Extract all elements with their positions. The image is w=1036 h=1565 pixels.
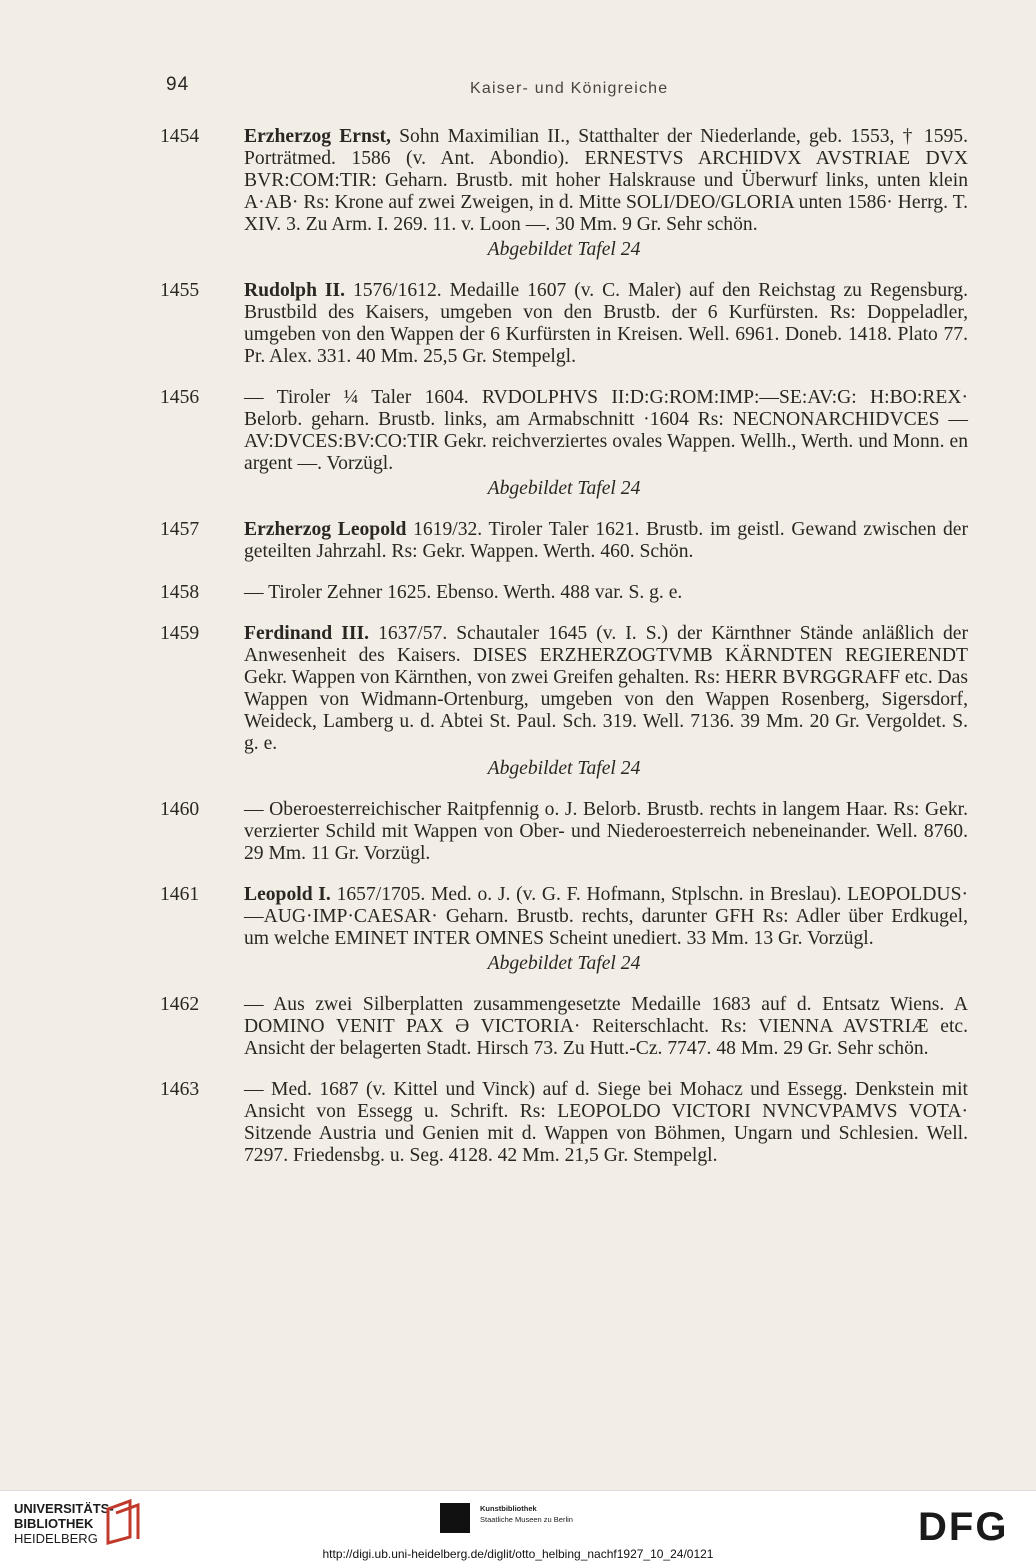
catalog-entry — [160, 280, 968, 368]
entry-number: 1461 — [160, 884, 200, 905]
entry-text: Sohn Maximilian II., Statthalter der Niederlande, geb. 1553, † 1595. Porträtmed. 1586 (v. Ant. Abondio). ERNESTVS ARCHIDVX AVSTRIAE DVX BVR:COM:TIR: Geharn. Brustb. mit hoher Halskrause und Überwurf links, unten klein A·AB· Rs: Krone auf zwei Zweigen, in d. Mitte SOLI/DEO/GLORIA unten 1586· Herrg. T. XIV. 3. Zu Arm. I. 269. 11. v. Loon —. 30 Mm. 9 Gr. Sehr schön. — [244, 126, 968, 235]
entry-plate: Abgebildet Tafel 24 — [487, 478, 641, 499]
entry-number: 1458 — [160, 582, 200, 603]
university-seal-icon — [104, 1499, 142, 1545]
entry-number: 1456 — [160, 387, 200, 408]
catalog-entry — [160, 799, 968, 865]
entry-text: — Tiroler Zehner 1625. Ebenso. Werth. 488 var. S. g. e. — [244, 582, 683, 603]
catalog-entry — [160, 126, 968, 261]
entry-name: Leopold I. — [244, 884, 331, 905]
catalog-entry — [160, 582, 968, 604]
entry-text: — Tiroler ¼ Taler 1604. RVDOLPHVS II:D:G:ROM:IMP:—SE:AV:G: H:BO:REX· Belorb. geharn. Brustb. links, am Armabschnitt ·1604 Rs: NECNONARCHIDVCES — AV:DVCES:BV:CO:TIR Gekr. reichverziertes ovales Wappen. Wellh., Werth. und Monn. en argent —. Vorzügl. — [244, 387, 968, 474]
kb-subtitle: Staatliche Museen zu Berlin — [480, 1515, 573, 1524]
entry-plate: Abgebildet Tafel 24 — [487, 953, 641, 974]
dfg-logo[interactable]: DFG — [918, 1505, 1009, 1549]
entry-number: 1459 — [160, 623, 200, 644]
entry-plate: Abgebildet Tafel 24 — [487, 239, 641, 260]
entry-plate: Abgebildet Tafel 24 — [487, 758, 641, 779]
entries-list — [160, 126, 968, 1186]
catalog-entry — [160, 387, 968, 500]
catalog-entry — [160, 994, 968, 1060]
entry-number: 1463 — [160, 1079, 200, 1100]
running-head: Kaiser- und Königreiche — [470, 80, 669, 97]
entry-text: — Oberoesterreichischer Raitpfennig o. J. Belorb. Brustb. rechts in langem Haar. Rs: Gekr. verzierter Schild mit Wappen von Ober- und Niederoesterreich nebeneinander. Well. 8760. 29 Mm. 11 Gr. Vorzügl. — [244, 799, 968, 864]
catalog-entry — [160, 519, 968, 563]
catalog-entry — [160, 1079, 968, 1167]
kunstbibliothek-icon — [440, 1503, 470, 1533]
entry-text: — Med. 1687 (v. Kittel und Vinck) auf d. Siege bei Mohacz und Essegg. Denkstein mit Ansicht von Essegg u. Schrift. Rs: LEOPOLDO VICTORI NVNCVPAMVS VOTA· Sitzende Austria und Genien mit d. Wappen von Böhmen, Ungarn und Schlesien. Well. 7297. Friedensbg. u. Seg. 4128. 42 Mm. 21,5 Gr. Stempelgl. — [244, 1079, 968, 1166]
page-number: 94 — [166, 74, 190, 95]
entry-number: 1462 — [160, 994, 200, 1015]
kb-title: Kunstbibliothek — [480, 1504, 537, 1513]
entry-number: 1455 — [160, 280, 200, 301]
catalog-entry — [160, 623, 968, 780]
entry-number: 1457 — [160, 519, 200, 540]
entry-text: 1619/32. Tiroler Taler 1621. Brustb. im geistl. Gewand zwischen der geteilten Jahrzahl. Rs: Gekr. Wappen. Werth. 460. Schön. — [244, 519, 969, 562]
university-library-logo[interactable] — [14, 1501, 114, 1546]
permalink[interactable]: http://digi.ub.uni-heidelberg.de/diglit/otto_helbing_nachf1927_10_24/0121 — [322, 1547, 714, 1561]
logo-line: BIBLIOTHEK — [14, 1516, 94, 1531]
kunstbibliothek-logo[interactable] — [480, 1503, 573, 1525]
entry-text: 1657/1705. Med. o. J. (v. G. F. Hofmann, Stplschn. in Breslau). LEOPOLDUS·—AUG·IMP·CAESAR· Geharn. Brustb. rechts, darunter GFH Rs: Adler über Erdkugel, um welche EMINET INTER OMNES Scheint unediert. 33 Mm. 13 Gr. Vorzügl. — [244, 884, 968, 949]
entry-name: Erzherzog Ernst, — [244, 126, 391, 147]
viewer-footer — [0, 1490, 1036, 1565]
entry-text: — Aus zwei Silberplatten zusammengesetzte Medaille 1683 auf d. Entsatz Wiens. A DOMINO VENIT PAX Ə VICTORIA· Reiterschlacht. Rs: VIENNA AVSTRIÆ etc. Ansicht der belagerten Stadt. Hirsch 73. Zu Hutt.-Cz. 7747. 48 Mm. 29 Gr. Sehr schön. — [244, 994, 968, 1059]
logo-line: HEIDELBERG — [14, 1531, 98, 1546]
entry-number: 1454 — [160, 126, 200, 147]
entry-text: 1576/1612. Medaille 1607 (v. C. Maler) auf den Reichstag zu Regensburg. Brustbild des Kaisers, umgeben von den Brustb. der 6 Kurfürsten. Rs: Doppeladler, umgeben von den Wappen der 6 Kurfürsten in Kreisen. Well. 6961. Doneb. 1418. Plato 77. Pr. Alex. 331. 40 Mm. 25,5 Gr. Stempelgl. — [244, 280, 968, 367]
entry-name: Erzherzog Leopold — [244, 519, 407, 540]
entry-name: Ferdinand III. — [244, 623, 370, 644]
catalog-entry — [160, 884, 968, 975]
logo-line: UNIVERSITÄTS- — [14, 1501, 114, 1516]
entry-number: 1460 — [160, 799, 200, 820]
entry-name: Rudolph II. — [244, 280, 346, 301]
entry-text: 1637/57. Schautaler 1645 (v. I. S.) der Kärnthner Stände anläßlich der Anwesenheit des Kaisers. DISES ERZHERZOGTVMB KÄRNDTEN REGIERENDT Gekr. Wappen von Kärnthen, von zwei Greifen gehalten. Rs: HERR BVRGGRAFF etc. Das Wappen von Widmann-Ortenburg, umgeben von den Wappen Rosenberg, Sigersdorf, Weideck, Lamberg u. d. Abtei St. Paul. Sch. 319. Well. 7136. 39 Mm. 20 Gr. Vergoldet. S. g. e. — [244, 623, 968, 754]
